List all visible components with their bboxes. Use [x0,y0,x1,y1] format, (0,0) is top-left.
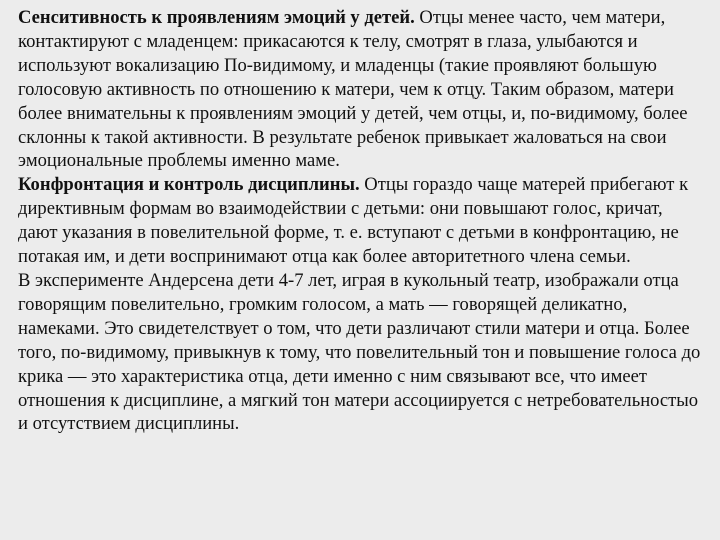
paragraph-heading: Сенситивность к проявлениям эмоций у детей. [18,7,415,28]
paragraph-andersen-experiment [18,269,706,436]
paragraph-body: Отцы гораздо чаще матерей прибегают к директивным формам во взаимодействии с детьми: они повышают голос, кричат, дают указания в повелительной форме, т. е. вступают с детьми в конфронтацию, не потакая им, и дети воспринимают отца как более авторитетного члена семьи. [18,174,689,268]
paragraph-body: Отцы менее часто, чем матери, контактируют с младенцем: прикасаются к телу, смотрят в глаза, улыбаются и используют вокализацию По-видимому, и младенцы (такие проявляют большую голосовую активность по отношению к матери, чем к отцу. Таким образом, матери более внимательны к проявлениям эмоций у детей, чем отцы, и, по-видимому, более склонны к такой активности. В результате ребенок привыкает жаловаться на свои эмоциональные проблемы именно маме. [18,7,688,172]
paragraph-sensitivity [18,6,706,173]
document-text [18,6,706,436]
paragraph-heading: Конфронтация и контроль дисциплины. [18,174,360,196]
paragraph-body: В эксперименте Андерсена дети 4-7 лет, играя в кукольный театр, изображали отца говорящим повелительно, громким голосом, а мать — говорящей деликатно, намеками. Это свидетелствует о том, что дети различают стили матери и отца. Более того, по-видимому, привыкнув к тому, что повелительный тон и повышение голоса до крика — это характеристика отца, дети именно с ним связывают все, что имеет отношения к дисциплине, а мягкий тон матери ассоциируется с нетребовательностыо и отсутствием дисциплины. [18,269,701,435]
paragraph-confrontation [18,173,706,269]
